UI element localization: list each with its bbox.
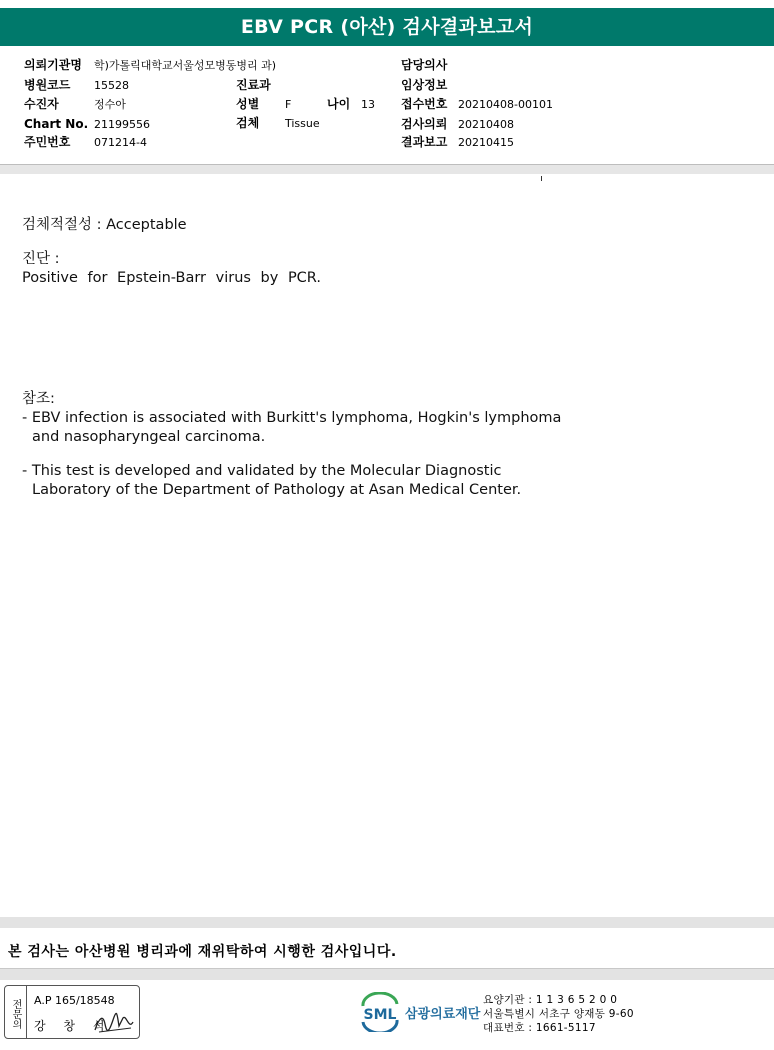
specimen-value: Tissue <box>285 117 320 130</box>
header-row-doctor <box>401 58 458 72</box>
top-margin <box>0 0 774 8</box>
chart-no-value: 21199556 <box>94 118 150 131</box>
clinical-info-label: 임상정보 <box>401 78 448 92</box>
specialist-label: 전문의 <box>5 986 27 1038</box>
sml-name: 삼광의료재단 <box>405 1007 481 1022</box>
doctor-label: 담당의사 <box>401 58 448 72</box>
sex-label: 성별 <box>236 97 260 111</box>
hospital-code-label: 병원코드 <box>24 78 71 92</box>
footer-divider-top <box>0 917 774 928</box>
header-row-request-date <box>401 117 514 132</box>
report-date-value: 20210415 <box>458 136 514 149</box>
institution-phone: 대표번호 : 1661-5117 <box>483 1022 596 1034</box>
request-date-value: 20210408 <box>458 118 514 131</box>
institution-value: 학)가톨릭대학교서울성모병동병리 과) <box>94 59 277 72</box>
referral-notice: 본 검사는 아산병원 병리과에 재위탁하여 시행한 검사입니다. <box>8 944 397 960</box>
specimen-adequacy: 검체적절성 : Acceptable <box>22 217 187 233</box>
diagnosis-label: 진단 : <box>22 251 60 267</box>
header-row-sex-age <box>236 97 375 112</box>
note2-line1: - This test is developed and validated by the Molecular Diagnostic <box>22 463 502 479</box>
header-row-institution <box>24 58 276 73</box>
pathologist-signature-box <box>4 985 140 1039</box>
institution-info <box>483 993 634 1035</box>
dept-label: 진료과 <box>236 78 271 92</box>
note1-line1: - EBV infection is associated with Burkitt's lymphoma, Hogkin's lymphoma <box>22 410 562 426</box>
sex-value: F <box>285 98 292 111</box>
patient-label: 수진자 <box>24 97 59 111</box>
specimen-label: 검체 <box>236 116 260 130</box>
age-value: 13 <box>361 98 375 111</box>
signature-image <box>93 1010 137 1036</box>
request-date-label: 검사의뢰 <box>401 117 448 131</box>
institution-label: 의뢰기관명 <box>24 58 82 72</box>
institution-address: 서울특별시 서초구 양재동 9-60 <box>483 1008 634 1020</box>
header-row-chart-no <box>24 117 150 132</box>
institution-code: 요양기관 : 1 1 3 6 5 2 0 0 <box>483 994 618 1006</box>
footer-divider-bottom <box>0 968 774 980</box>
hospital-code-value: 15528 <box>94 79 129 92</box>
receipt-no-label: 접수번호 <box>401 97 448 111</box>
note-label: 참조: <box>22 391 55 407</box>
header-row-dept <box>236 78 271 92</box>
age-label: 나이 <box>327 97 351 111</box>
pathologist-name: 강 창 석 <box>34 1019 112 1033</box>
header-row-patient <box>24 97 126 112</box>
header-row-specimen <box>236 116 320 131</box>
note1-line2: and nasopharyngeal carcinoma. <box>32 429 266 445</box>
ap-number: A.P 165/18548 <box>34 994 115 1007</box>
header-row-receipt-no <box>401 97 553 112</box>
receipt-no-value: 20210408-00101 <box>458 98 553 111</box>
divider-tick <box>541 176 542 181</box>
chart-no-label: Chart No. <box>24 117 89 131</box>
header-row-report-date <box>401 135 514 150</box>
header-row-resident-no <box>24 135 147 150</box>
resident-no-value: 071214-4 <box>94 136 147 149</box>
diagnosis-text: Positive for Epstein-Barr virus by PCR. <box>22 270 321 286</box>
header-divider <box>0 164 774 174</box>
report-date-label: 결과보고 <box>401 135 448 149</box>
header-row-hospital-code <box>24 78 129 93</box>
resident-no-label: 주민번호 <box>24 135 71 149</box>
header-row-clinical-info <box>401 78 458 92</box>
sml-logo-icon <box>357 992 403 1032</box>
patient-value: 정수아 <box>94 98 126 111</box>
note2-line2: Laboratory of the Department of Pathology at Asan Medical Center. <box>32 482 522 498</box>
sml-logo-text: SML <box>363 1007 397 1023</box>
report-title: EBV PCR (아산) 검사결과보고서 <box>0 8 774 46</box>
